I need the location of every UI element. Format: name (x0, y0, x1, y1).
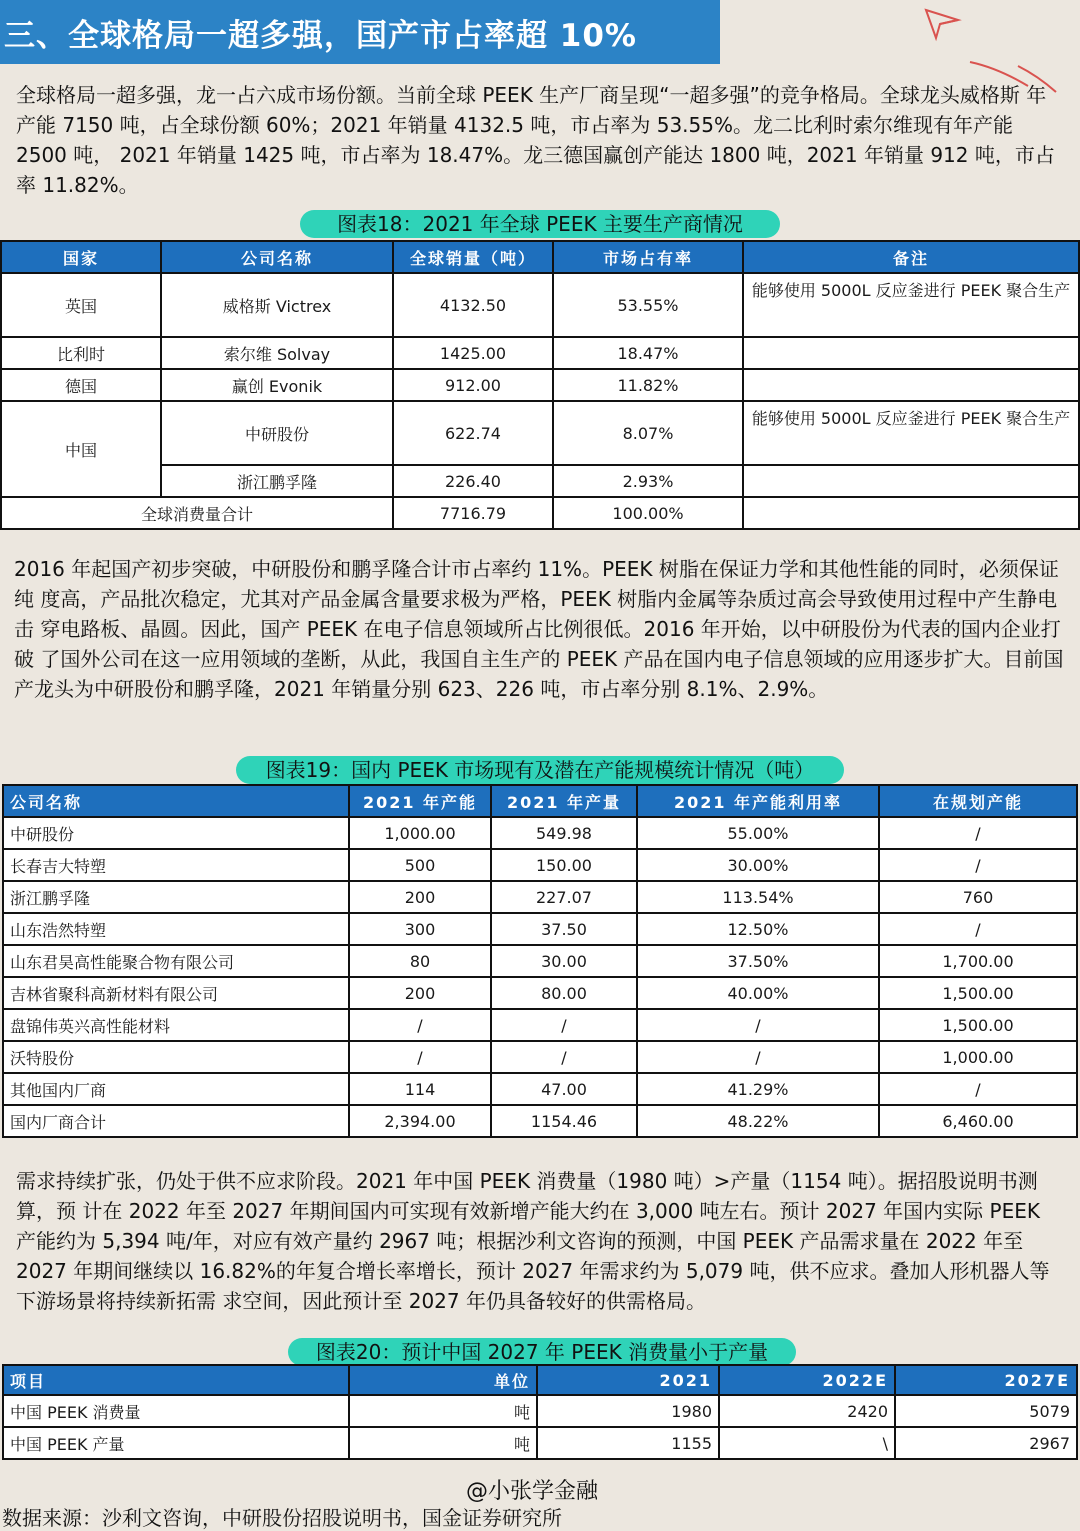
col-header: 2022E (719, 1365, 895, 1395)
table-header-row (3, 785, 1077, 817)
figure-19-title: 图表19：国内 PEEK 市场现有及潜在产能规模统计情况（吨） (236, 756, 844, 784)
cell-2027e: 5079 (895, 1395, 1077, 1427)
col-header: 在规划产能 (879, 785, 1077, 817)
cell-company: 山东君昊高性能聚合物有限公司 (3, 945, 349, 977)
table-row (1, 401, 1079, 465)
cell-utilization: 40.00% (637, 977, 879, 1009)
col-header: 2021 年产能利用率 (637, 785, 879, 817)
cell-utilization: 55.00% (637, 817, 879, 849)
cell-capacity: 2,394.00 (349, 1105, 491, 1137)
cell-planned: / (879, 817, 1077, 849)
figure-20-title: 图表20：预计中国 2027 年 PEEK 消费量小于产量 (288, 1338, 796, 1366)
cell-country: 德国 (1, 369, 161, 401)
cell-output: 1154.46 (491, 1105, 637, 1137)
cell-utilization: / (637, 1041, 879, 1073)
cell-unit: 吨 (349, 1395, 537, 1427)
table-row (3, 945, 1077, 977)
table-row (3, 1395, 1077, 1427)
section-title: 三、全球格局一超多强，国产市占率超 10% (4, 18, 637, 54)
cell-planned: 1,500.00 (879, 977, 1077, 1009)
cell-planned: / (879, 1073, 1077, 1105)
cell-company: 中研股份 (161, 401, 393, 465)
col-header: 单位 (349, 1365, 537, 1395)
cell-company: 盘锦伟英兴高性能材料 (3, 1009, 349, 1041)
cell-share: 2.93% (553, 465, 743, 497)
table-total-row (1, 497, 1079, 529)
section-header (0, 0, 720, 64)
cell-capacity: / (349, 1009, 491, 1041)
col-header: 2021 年产能 (349, 785, 491, 817)
cell-capacity: 300 (349, 913, 491, 945)
paragraph-domestic-breakthrough: 2016 年起国产初步突破，中研股份和鹏孚隆合计市占率约 11%。PEEK 树脂在保证力学和其他性能的同时，必须保证纯 度高，产品批次稳定，尤其对产品金属含量要求极为严格，PEEK 树脂内金属等杂质过高会导致使用过程中产生静电击 穿电路板、晶圆。因此，国产 PEEK 在电子信息领域所占比例很低。2016 年开始，以中研股份为代表的国内企业打破 了国外公司在这一应用领域的垄断，从此，我国自主生产的 PEEK 产品在国内电子信息领域的应用逐步扩大。目前国 产龙头为中研股份和鹏孚隆，2021 年销量分别 623、226 吨，市占率分别 8.1%、2.9%。 (14, 557, 1064, 701)
cell-unit: 吨 (349, 1427, 537, 1459)
cell-capacity: 200 (349, 977, 491, 1009)
cell-note: 能够使用 5000L 反应釜进行 PEEK 聚合生产 (743, 273, 1079, 337)
cell-company: 索尔维 Solvay (161, 337, 393, 369)
figure-20-table (2, 1364, 1078, 1460)
table-total-row (3, 1105, 1077, 1137)
cell-country: 比利时 (1, 337, 161, 369)
cell-planned: 760 (879, 881, 1077, 913)
cell-capacity: 1,000.00 (349, 817, 491, 849)
cell-utilization: 113.54% (637, 881, 879, 913)
col-header: 公司名称 (3, 785, 349, 817)
cell-company: 浙江鹏孚隆 (3, 881, 349, 913)
cell-planned: 6,460.00 (879, 1105, 1077, 1137)
cell-2021: 1980 (537, 1395, 719, 1427)
cell-utilization: 48.22% (637, 1105, 879, 1137)
cell-company: 其他国内厂商 (3, 1073, 349, 1105)
cell-country: 英国 (1, 273, 161, 337)
cell-note: 能够使用 5000L 反应釜进行 PEEK 聚合生产 (743, 401, 1079, 465)
col-header: 备注 (743, 241, 1079, 273)
table-row (1, 369, 1079, 401)
cell-capacity: 500 (349, 849, 491, 881)
cell-output: 227.07 (491, 881, 637, 913)
cell-company: 山东浩然特塑 (3, 913, 349, 945)
cell-output: / (491, 1041, 637, 1073)
cell-country: 中国 (1, 401, 161, 497)
cell-item: 中国 PEEK 产量 (3, 1427, 349, 1459)
cell-sales: 1425.00 (393, 337, 553, 369)
cell-2021: 1155 (537, 1427, 719, 1459)
col-header: 2021 年产量 (491, 785, 637, 817)
cell-planned: / (879, 849, 1077, 881)
table-row (1, 465, 1079, 497)
cell-item: 中国 PEEK 消费量 (3, 1395, 349, 1427)
table-row (3, 881, 1077, 913)
col-header: 2027E (895, 1365, 1077, 1395)
cell-utilization: 12.50% (637, 913, 879, 945)
cell-capacity: 200 (349, 881, 491, 913)
table-row (3, 817, 1077, 849)
cell-sales: 226.40 (393, 465, 553, 497)
col-header: 项目 (3, 1365, 349, 1395)
cell-company: 国内厂商合计 (3, 1105, 349, 1137)
table-row (3, 1041, 1077, 1073)
cell-output: 150.00 (491, 849, 637, 881)
cell-utilization: / (637, 1009, 879, 1041)
paper-plane-icon (922, 6, 962, 42)
cell-company: 威格斯 Victrex (161, 273, 393, 337)
cell-output: 80.00 (491, 977, 637, 1009)
cell-capacity: 114 (349, 1073, 491, 1105)
cell-company: 中研股份 (3, 817, 349, 849)
col-header: 2021 (537, 1365, 719, 1395)
cell-planned: 1,700.00 (879, 945, 1077, 977)
cell-utilization: 30.00% (637, 849, 879, 881)
table-row (3, 849, 1077, 881)
paragraph-demand-outlook: 需求持续扩张，仍处于供不应求阶段。2021 年中国 PEEK 消费量（1980 吨）>产量（1154 吨）。据招股说明书测算，预 计在 2022 年至 2027 年期间国内可实现有效新增产能大约在 3,000 吨左右。预计 2027 年国内实际 PEEK 产能约为 5,394 吨/年，对应有效产量约 2967 吨；根据沙利文咨询的预测，中国 PEEK 产品需求量在 2022 年至 2027 年期间继续以 16.82%的年复合增长率增长，预计 2027 年需求约为 5,079 吨，供不应求。叠加人形机器人等下游场景将持续新拓需 求空间，因此预计至 2027 年仍具备较好的供需格局。 (16, 1169, 1050, 1313)
cell-output: 549.98 (491, 817, 637, 849)
cell-total-label: 全球消费量合计 (1, 497, 393, 529)
cell-company: 沃特股份 (3, 1041, 349, 1073)
cell-share: 8.07% (553, 401, 743, 465)
table-row (3, 913, 1077, 945)
table-row (3, 1009, 1077, 1041)
table-row (1, 273, 1079, 337)
cell-sales: 4132.50 (393, 273, 553, 337)
figure-18-title: 图表18：2021 年全球 PEEK 主要生产商情况 (300, 210, 780, 238)
cell-note (743, 369, 1079, 401)
cell-capacity: / (349, 1041, 491, 1073)
cell-share: 18.47% (553, 337, 743, 369)
cell-total-sales: 7716.79 (393, 497, 553, 529)
cell-output: 30.00 (491, 945, 637, 977)
col-header: 市场占有率 (553, 241, 743, 273)
cell-output: 47.00 (491, 1073, 637, 1105)
paragraph-global-landscape: 全球格局一超多强，龙一占六成市场份额。当前全球 PEEK 生产厂商呈现“一超多强”的竞争格局。全球龙头威格斯 年产能 7150 吨，占全球份额 60%；2021 年销量 4132.5 吨，市占率为 53.55%。龙二比利时索尔维现有年产能 2500 吨， 2021 年销量 1425 吨，市占率为 18.47%。龙三德国赢创产能达 1800 吨，2021 年销量 912 吨，市占率 11.82%。 (16, 83, 1055, 197)
cell-sales: 622.74 (393, 401, 553, 465)
col-header: 国家 (1, 241, 161, 273)
cell-output: 37.50 (491, 913, 637, 945)
cell-company: 长春吉大特塑 (3, 849, 349, 881)
cell-total-share: 100.00% (553, 497, 743, 529)
cell-planned: 1,000.00 (879, 1041, 1077, 1073)
cell-2022e: 2420 (719, 1395, 895, 1427)
table-row (3, 1427, 1077, 1459)
cell-utilization: 41.29% (637, 1073, 879, 1105)
cell-company: 赢创 Evonik (161, 369, 393, 401)
table-row (3, 977, 1077, 1009)
cell-planned: 1,500.00 (879, 1009, 1077, 1041)
table-row (1, 337, 1079, 369)
cell-utilization: 37.50% (637, 945, 879, 977)
cell-2022e: \ (719, 1427, 895, 1459)
table-header-row (1, 241, 1079, 273)
cell-sales: 912.00 (393, 369, 553, 401)
table-header-row (3, 1365, 1077, 1395)
cell-share: 53.55% (553, 273, 743, 337)
col-header: 公司名称 (161, 241, 393, 273)
cell-note (743, 337, 1079, 369)
cell-company: 浙江鹏孚隆 (161, 465, 393, 497)
cell-planned: / (879, 913, 1077, 945)
col-header: 全球销量（吨） (393, 241, 553, 273)
figure-19-table (2, 784, 1078, 1138)
figure-18-table (0, 240, 1080, 530)
table-row (3, 1073, 1077, 1105)
cell-output: / (491, 1009, 637, 1041)
cell-share: 11.82% (553, 369, 743, 401)
cell-2027e: 2967 (895, 1427, 1077, 1459)
cell-company: 吉林省聚科高新材料有限公司 (3, 977, 349, 1009)
cell-total-note (743, 497, 1079, 529)
cell-note (743, 465, 1079, 497)
author-watermark: @小张学金融 (466, 1479, 599, 1504)
data-source: 数据来源：沙利文咨询，中研股份招股说明书，国金证券研究所 (2, 1506, 562, 1530)
cell-capacity: 80 (349, 945, 491, 977)
